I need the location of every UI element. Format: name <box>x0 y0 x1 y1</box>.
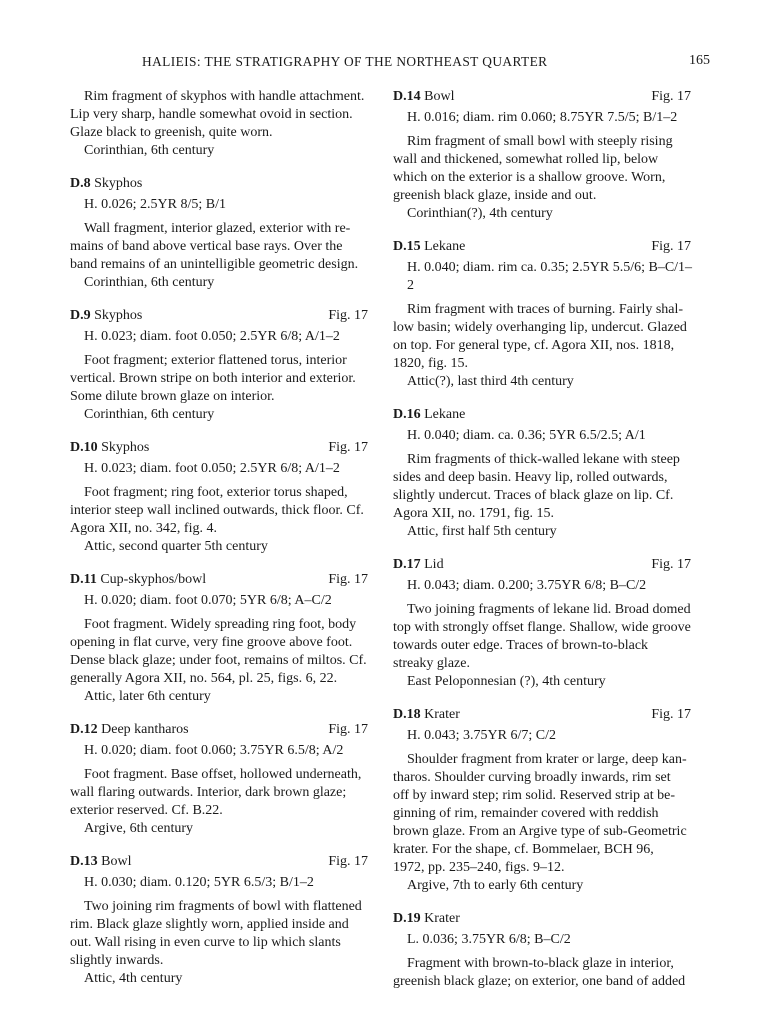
entry-description <box>393 301 693 373</box>
entry-date: Attic, second quarter 5th century <box>84 539 268 554</box>
entry-heading <box>393 238 693 256</box>
text-line: generally Agora XII, no. 564, pl. 25, figs. 6, 22. <box>70 671 338 686</box>
figure-reference: Fig. 17 <box>328 440 368 455</box>
figure-reference: Fig. 17 <box>651 707 691 722</box>
entry-date: Argive, 7th to early 6th century <box>407 878 584 893</box>
catalogue-entry <box>393 910 693 991</box>
entry-description <box>393 451 693 523</box>
running-title: HALIEIS: THE STRATIGRAPHY OF THE NORTHEAST QUARTER <box>142 54 548 69</box>
entry-id: D.17 <box>393 557 421 572</box>
catalogue-entry <box>70 439 370 556</box>
entry-heading <box>393 910 693 928</box>
text-line: Lip very sharp, handle somewhat ovoid in section. <box>70 107 353 122</box>
catalogue-entry <box>393 706 693 895</box>
entry-measurements: L. 0.036; 3.75YR 6/8; B–C/2 <box>407 932 571 947</box>
text-line: wall flaring outwards. Interior, dark brown glaze; <box>70 785 347 800</box>
text-line: Foot fragment; exterior flattened torus, interior <box>84 353 347 368</box>
entry-heading <box>393 706 693 724</box>
entry-date: Attic, first half 5th century <box>407 524 557 539</box>
figure-reference: Fig. 17 <box>651 239 691 254</box>
entry-id: D.10 <box>70 440 98 455</box>
text-line: interior steep wall inclined outwards, thick floor. Cf. <box>70 503 364 518</box>
running-header <box>70 50 710 74</box>
entry-date: Argive, 6th century <box>84 821 193 836</box>
text-line: 1972, pp. 235–240, figs. 9–12. <box>393 860 565 875</box>
figure-reference <box>691 910 693 928</box>
entry-description <box>70 220 370 274</box>
text-line: slightly inwards. <box>70 953 164 968</box>
catalogue-entry <box>393 406 693 541</box>
entry-id: D.16 <box>393 407 421 422</box>
entry-name: Deep kantharos <box>101 722 189 737</box>
entry-id: D.8 <box>70 176 91 191</box>
entry-name: Lekane <box>424 239 466 254</box>
entry-heading <box>70 571 370 589</box>
text-line: 1820, fig. 15. <box>393 356 469 371</box>
entry-name: Cup-skyphos/bowl <box>100 572 207 587</box>
entry-name: Krater <box>424 707 460 722</box>
entry-measurements: H. 0.040; diam. ca. 0.36; 5YR 6.5/2.5; A/1 <box>407 428 646 443</box>
entry-heading <box>70 853 370 871</box>
figure-reference <box>691 406 693 424</box>
entry-id: D.9 <box>70 308 91 323</box>
entry-heading <box>393 88 693 106</box>
text-line: off by inward step; rim solid. Reserved strip at be- <box>393 788 676 803</box>
text-line: Foot fragment. Base offset, hollowed underneath, <box>84 767 362 782</box>
entry-heading <box>70 307 370 325</box>
text-line: Rim fragment with traces of burning. Fairly shal- <box>407 302 684 317</box>
entry-description <box>393 955 693 991</box>
text-line: Agora XII, no. 342, fig. 4. <box>70 521 217 536</box>
text-line: greenish black glaze; on exterior, one band of added <box>393 974 686 989</box>
text-line: vertical. Brown stripe on both interior and exterior. <box>70 371 356 386</box>
text-line: top with strongly offset flange. Shallow, wide groove <box>393 620 691 635</box>
entry-measurements: H. 0.043; diam. 0.200; 3.75YR 6/8; B–C/2 <box>407 578 647 593</box>
catalogue-entry <box>393 88 693 223</box>
entry-heading <box>70 439 370 457</box>
entry-date: Attic, 4th century <box>84 971 183 986</box>
entry-description <box>70 616 370 688</box>
text-line: Rim fragment of skyphos with handle attachment. <box>84 89 365 104</box>
catalogue-entry <box>393 556 693 691</box>
entry-measurements: H. 0.023; diam. foot 0.050; 2.5YR 6/8; A/1–2 <box>84 329 340 344</box>
text-line: Foot fragment; ring foot, exterior torus shaped, <box>84 485 348 500</box>
entry-measurements: H. 0.026; 2.5YR 8/5; B/1 <box>84 197 226 212</box>
text-line: mains of band above vertical base rays. Over the <box>70 239 343 254</box>
entry-date: Corinthian, 6th century <box>84 143 215 158</box>
entry-date: Attic, later 6th century <box>84 689 211 704</box>
entry-name: Skyphos <box>94 176 143 191</box>
entry-measurements: H. 0.020; diam. foot 0.070; 5YR 6/8; A–C/2 <box>84 593 332 608</box>
entry-description <box>70 484 370 538</box>
entry-measurements: H. 0.020; diam. foot 0.060; 3.75YR 6.5/8; A/2 <box>84 743 344 758</box>
entry-description <box>70 352 370 406</box>
text-line: towards outer edge. Traces of brown-to-black <box>393 638 649 653</box>
figure-reference <box>368 175 370 193</box>
entry-measurements: H. 0.040; diam. rim ca. 0.35; 2.5YR 5.5/6; B–C/1–2 <box>407 260 693 293</box>
text-line: Glaze black to greenish, quite worn. <box>70 125 273 140</box>
catalogue-entry <box>393 238 693 391</box>
entry-description <box>393 133 693 205</box>
text-line: Agora XII, no. 1791, fig. 15. <box>393 506 554 521</box>
entry-measurements: H. 0.016; diam. rim 0.060; 8.75YR 7.5/5; B/1–2 <box>407 110 678 125</box>
figure-reference: Fig. 17 <box>328 722 368 737</box>
catalogue-entry <box>70 721 370 838</box>
entry-id: D.11 <box>70 572 97 587</box>
text-line: out. Wall rising in even curve to lip which slants <box>70 935 341 950</box>
text-line: Shoulder fragment from krater or large, deep kan- <box>407 752 687 767</box>
entry-name: Skyphos <box>94 308 143 323</box>
text-line: band remains of an unintelligible geometric design. <box>70 257 359 272</box>
entry-description <box>393 751 693 877</box>
figure-reference: Fig. 17 <box>651 89 691 104</box>
text-line: rim. Black glaze slightly worn, applied inside and <box>70 917 349 932</box>
continuation-text <box>70 88 370 160</box>
text-line: low basin; widely overhanging lip, undercut. Glazed <box>393 320 687 335</box>
entry-date: Attic(?), last third 4th century <box>407 374 574 389</box>
text-line: on top. For general type, cf. Agora XII, nos. 1818, <box>393 338 675 353</box>
left-column <box>70 88 370 988</box>
text-line: tharos. Shoulder curving broadly inwards, rim set <box>393 770 671 785</box>
page-number: 165 <box>689 53 710 68</box>
entry-id: D.19 <box>393 911 421 926</box>
text-line: Foot fragment. Widely spreading ring foot, body <box>84 617 357 632</box>
catalogue-entry <box>70 571 370 706</box>
entry-description <box>70 898 370 970</box>
catalogue-entry <box>70 307 370 424</box>
text-line: streaky glaze. <box>393 656 470 671</box>
entry-date: Corinthian(?), 4th century <box>407 206 553 221</box>
catalogue-entry <box>70 175 370 292</box>
entry-measurements: H. 0.030; diam. 0.120; 5YR 6.5/3; B/1–2 <box>84 875 314 890</box>
entry-date: Corinthian, 6th century <box>84 275 215 290</box>
text-line: opening in flat curve, very fine groove above foot. <box>70 635 353 650</box>
entry-measurements: H. 0.023; diam. foot 0.050; 2.5YR 6/8; A/1–2 <box>84 461 340 476</box>
entry-name: Bowl <box>101 854 132 869</box>
text-line: exterior reserved. Cf. B.22. <box>70 803 223 818</box>
entry-heading <box>393 556 693 574</box>
entry-measurements: H. 0.043; 3.75YR 6/7; C/2 <box>407 728 556 743</box>
entry-id: D.18 <box>393 707 421 722</box>
text-line: wall and thickened, somewhat rolled lip, below <box>393 152 659 167</box>
text-line: Dense black glaze; under foot, remains of miltos. Cf. <box>70 653 367 668</box>
catalogue-entry <box>70 853 370 988</box>
entry-id: D.14 <box>393 89 421 104</box>
text-line: Rim fragment of small bowl with steeply rising <box>407 134 673 149</box>
entry-id: D.13 <box>70 854 98 869</box>
text-line: slightly undercut. Traces of black glaze on lip. Cf. <box>393 488 674 503</box>
entry-heading <box>70 175 370 193</box>
text-line: Fragment with brown-to-black glaze in interior, <box>407 956 674 971</box>
entry-name: Lid <box>424 557 444 572</box>
entry-id: D.15 <box>393 239 421 254</box>
entry-name: Bowl <box>424 89 455 104</box>
figure-reference: Fig. 17 <box>328 308 368 323</box>
figure-reference: Fig. 17 <box>328 854 368 869</box>
text-line: ginning of rim, remainder covered with reddish <box>393 806 659 821</box>
entry-name: Lekane <box>424 407 466 422</box>
entry-heading <box>70 721 370 739</box>
text-line: sides and deep basin. Heavy lip, rolled outwards, <box>393 470 668 485</box>
text-line: which on the exterior is a shallow groove. Worn, <box>393 170 666 185</box>
text-line: Two joining fragments of lekane lid. Broad domed <box>407 602 691 617</box>
figure-reference: Fig. 17 <box>328 572 368 587</box>
entry-id: D.12 <box>70 722 98 737</box>
entry-date: Corinthian, 6th century <box>84 407 215 422</box>
text-line: krater. For the shape, cf. Bommelaer, BCH 96, <box>393 842 654 857</box>
entry-name: Krater <box>424 911 460 926</box>
entry-name: Skyphos <box>101 440 150 455</box>
text-line: greenish black glaze, inside and out. <box>393 188 597 203</box>
entry-date: East Peloponnesian (?), 4th century <box>407 674 606 689</box>
entry-description <box>393 601 693 673</box>
text-line: Rim fragments of thick-walled lekane with steep <box>407 452 680 467</box>
text-line: brown glaze. From an Argive type of sub-Geometric <box>393 824 687 839</box>
entry-heading <box>393 406 693 424</box>
entry-description <box>70 766 370 820</box>
text-line: Two joining rim fragments of bowl with flattened <box>84 899 362 914</box>
figure-reference: Fig. 17 <box>651 557 691 572</box>
right-column <box>393 73 693 991</box>
text-line: Some dilute brown glaze on interior. <box>70 389 275 404</box>
text-line: Wall fragment, interior glazed, exterior with re- <box>84 221 351 236</box>
